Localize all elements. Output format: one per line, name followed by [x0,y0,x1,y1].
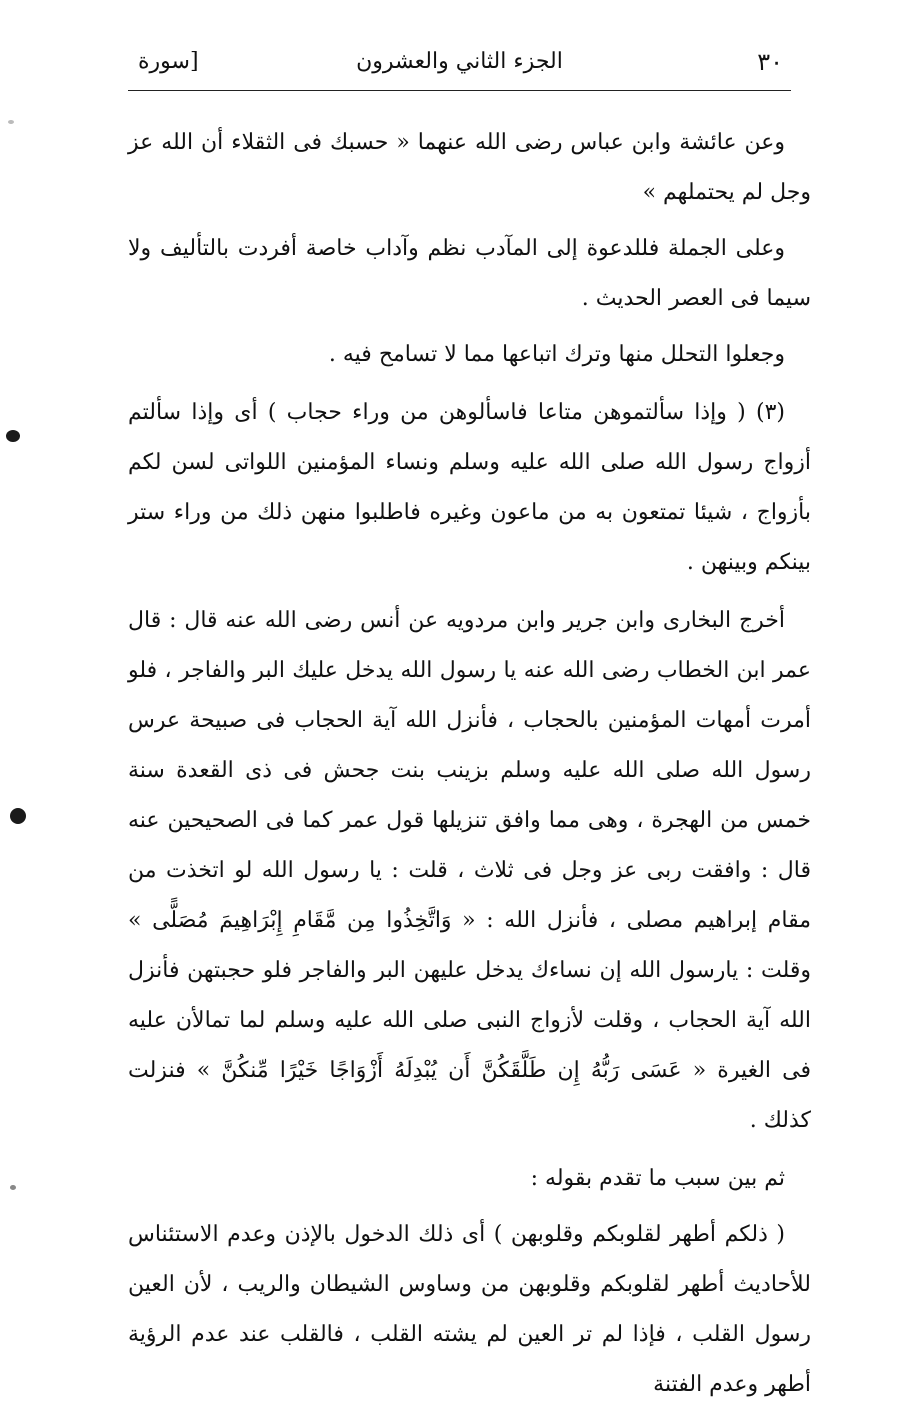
paragraph-aisha-hadith: وعن عائشة وابن عباس رضى الله عنهما « حسبك فى الثقلاء أن الله عز وجل لم يحتملهم » [128,130,811,205]
paragraph-bukhari-narration: أخرج البخارى وابن جرير وابن مردويه عن أنس رضى الله عنه قال : قال عمر ابن الخطاب رضى الله عنه يا رسول الله يدخل عليك البر والفاجر ، فلو أمرت أمهات المؤمنين بالحجاب ، فأنزل الله آية الحجاب فى صبيحة عرس رسول الله صلى الله عليه وسلم بزينب بنت جحش فى ذى القعدة سنة خمس من الهجرة ، وهى مما وافق تنزيلها قول عمر كما فى الصحيحين عنه قال : وافقت ربى عز وجل فى ثلاث ، قلت : يا رسول الله لو اتخذت من مقام إبراهيم مصلى ، فأنزل الله : « وَاتَّخِذُوا مِن مَّقَامِ إِبْرَاهِيمَ مُصَلًّى » وقلت : يارسول الله إن نساءك يدخل عليهن البر والفاجر فلو حجبتهن فأنزل الله آية الحجاب ، وقلت لأزواج النبى صلى الله عليه وسلم لما تمالأن عليه فى الغيرة « عَسَى رَبُّهُ إِن طَلَّقَكُنَّ أَن يُبْدِلَهُ أَزْوَاجًا خَيْرًا مِّنكُنَّ » فنزلت كذلك . [128,608,811,1133]
paragraph-purer-hearts: ( ذلكم أطهر لقلوبكم وقلوبهن ) أى ذلك الدخول بالإذن وعدم الاستئناس للأحاديث أطهر لقلوبكم وقلوبهن من وساوس الشيطان والريب ، لأن العين رسول القلب ، فإذا لم تر العين لم يشته القلب ، فالقلب عند عدم الرؤية أطهر وعدم الفتنة [128,1222,811,1397]
paragraph-no-tolerance: وجعلوا التحلل منها وترك اتباعها مما لا تسامح فيه . [328,342,785,367]
surah-tag: [سورة [138,49,199,74]
page-header [128,42,791,91]
scan-speck [10,1185,16,1190]
running-title: الجزء الثاني والعشرون [356,49,563,74]
scan-speck [10,808,26,824]
paragraph-verse-hijab: (٣) ( وإذا سألتموهن متاعا فاسألوهن من وراء حجاب ) أى وإذا سألتم أزواج رسول الله صلى الله عليه وسلم ونساء المؤمنين اللواتى لسن لكم بأزواج ، شيئا تمتعون به من ماعون وغيره فاطلبوا منهن ذلك من وراء ستر بينكم وبينهن . [128,400,811,575]
scan-speck [6,430,20,442]
body-text [128,118,811,1416]
scan-speck [8,120,14,124]
page-number: ٣٠ [757,48,783,76]
paragraph-reason-intro: ثم بين سبب ما تقدم بقوله : [530,1166,785,1191]
paragraph-invitation-etiquette: وعلى الجملة فللدعوة إلى المآدب نظم وآداب خاصة أفردت بالتأليف ولا سيما فى العصر الحديث . [128,236,811,311]
